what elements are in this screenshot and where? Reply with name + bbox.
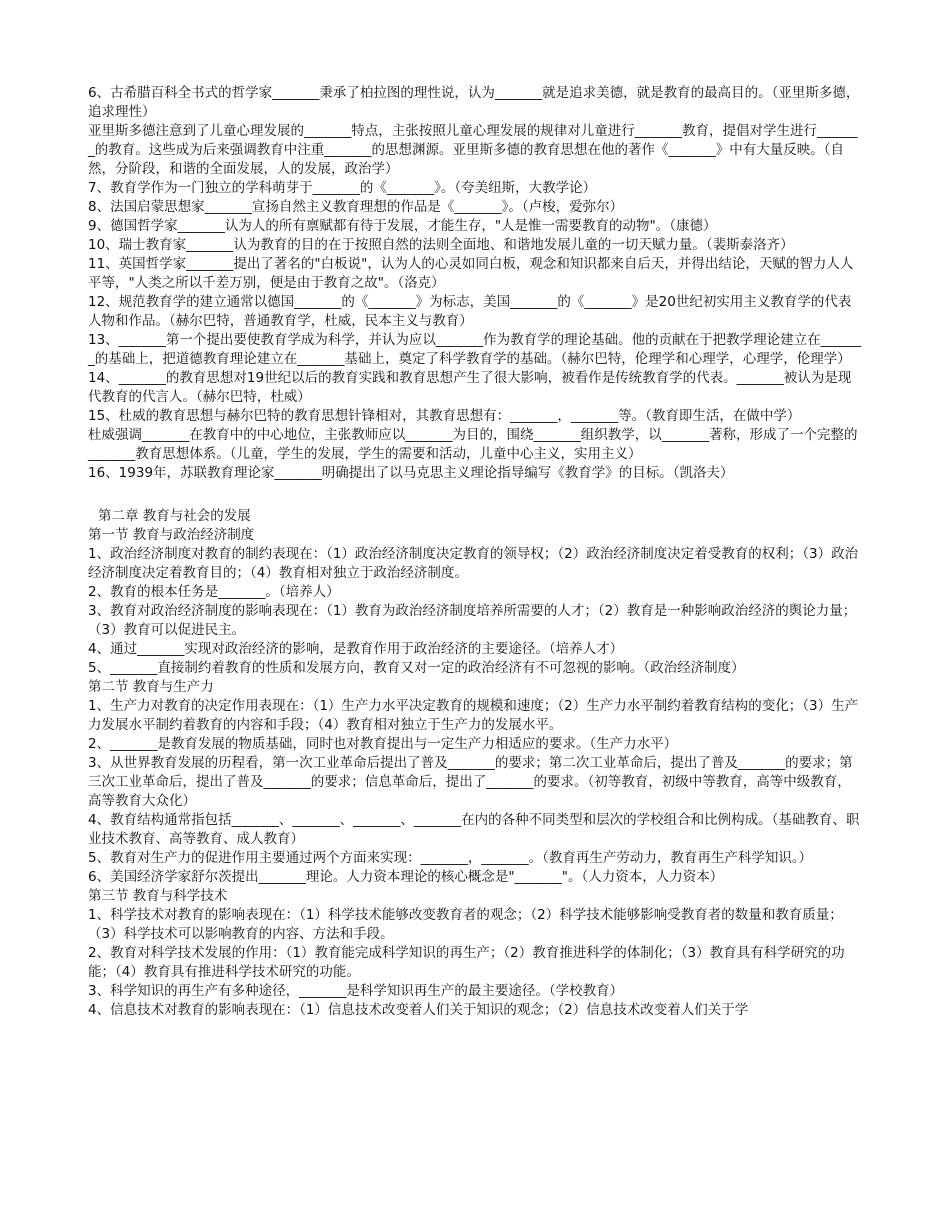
paragraph: 亚里斯多德注意到了儿童心理发展的_______特点，主张按照儿童心理发展的规律对儿童进行_______教育，提倡对学生进行_______的教育。这些成为后来强调教育中注重_______的思想渊源。亚里斯多德的教育思想在他的著作《_______》中有大量反映。（自然，分阶段，和谐的全面发展，人的发展，政治学） — [88, 123, 858, 177]
blank-line — [88, 483, 863, 507]
chapter-title: 第二章 教育与社会的发展 — [98, 508, 251, 524]
section-history-of-pedagogy — [88, 84, 863, 483]
paragraph: 3、从世界教育发展的历程看，第一次工业革命后提出了普及_______的要求；第二次工业革命后，提出了普及_______的要求；第三次工业革命后，提出了普及_______的要求；信息革命后，提出了_______的要求。（初等教育，初级中等教育，高等中级教育，高等教育大众化） — [88, 755, 853, 809]
paragraph: 3、教育对政治经济制度的影响表现在：（1）教育为政治经济制度培养所需要的人才；（2）教育是一种影响政治经济的舆论力量；（3）教育可以促进民主。 — [88, 603, 857, 638]
paragraph: 14、_______的教育思想对19世纪以后的教育实践和教育思想产生了很大影响，被看作是传统教育学的代表。_______被认为是现代教育的代言人。（赫尔巴特，杜威） — [88, 370, 852, 405]
section-heading: 第一节 教育与政治经济制度 — [88, 527, 255, 543]
paragraph: 9、德国哲学家_______认为人的所有禀赋都有待于发展，才能生存，"人是惟一需要教育的动物"。（康德） — [88, 218, 717, 234]
paragraph: 5、教育对生产力的促进作用主要通过两个方面来实现：_______，_______。（教育再生产劳动力，教育再生产科学知识。） — [88, 850, 813, 866]
section-education-and-society — [88, 526, 863, 1020]
paragraph: 6、美国经济学家舒尔茨提出_______理论。人力资本理论的核心概念是"_______"。（人力资本，人力资本） — [88, 869, 724, 885]
paragraph: 杜威强调_______在教育中的中心地位，主张教师应以_______为目的，围绕_______组织教学，以_______著称，形成了一个完整的_______教育思想体系。（儿童，学生的发展，学生的需要和活动，儿童中心主义，实用主义） — [88, 427, 858, 462]
paragraph: 15、杜威的教育思想与赫尔巴特的教育思想针锋相对，其教育思想有：_______，_______等。（教育即生活，在做中学） — [88, 408, 801, 424]
paragraph: 4、信息技术对教育的影响表现在：（1）信息技术改变着人们关于知识的观念；（2）信息技术改变着人们关于学 — [88, 1002, 749, 1018]
paragraph: 1、生产力对教育的决定作用表现在：（1）生产力水平决定教育的规模和速度；（2）生产力水平制约着教育结构的变化；（3）生产力发展水平制约着教育的内容和手段；（4）教育相对独立于生产力的发展水平。 — [88, 698, 859, 733]
paragraph: 8、法国启蒙思想家_______宣扬自然主义教育理想的作品是《_______》。（卢梭，爱弥尔） — [88, 199, 624, 215]
paragraph: 1、政治经济制度对教育的制约表现在：（1）政治经济制度决定教育的领导权；（2）政治经济制度决定着受教育的权利；（3）政治经济制度决定着教育目的；（4）教育相对独立于政治经济制度。 — [88, 546, 859, 581]
paragraph: 7、教育学作为一门独立的学科萌芽于_______的《_______》。（夸美纽斯，大教学论） — [88, 180, 597, 196]
paragraph: 2、_______是教育发展的物质基础，同时也对教育提出与一定生产力相适应的要求。（生产力水平） — [88, 736, 678, 752]
document-page — [88, 84, 863, 1020]
paragraph: 1、科学技术对教育的影响表现在：（1）科学技术能够改变教育者的观念；（2）科学技术能够影响受教育者的数量和教育质量；（3）科学技术可以影响教育的内容、方法和手段。 — [88, 907, 843, 942]
paragraph: 11、英国哲学家_______提出了著名的"白板说"，认为人的心灵如同白板，观念和知识都来自后天，并得出结论，天赋的智力人人平等，"人类之所以千差万别，便是由于教育之故"。（洛克） — [88, 256, 854, 291]
paragraph: 2、教育对科学技术发展的作用：（1）教育能完成科学知识的再生产；（2）教育推进科学的体制化；（3）教育具有科学研究的功能；（4）教育具有推进科学技术研究的功能。 — [88, 945, 845, 980]
paragraph: 10、瑞士教育家_______认为教育的目的在于按照自然的法则全面地、和谐地发展儿童的一切天赋力量。（裴斯泰洛齐） — [88, 237, 794, 253]
section-heading: 第二节 教育与生产力 — [88, 679, 214, 695]
section-heading: 第三节 教育与科学技术 — [88, 888, 228, 904]
paragraph: 4、教育结构通常指包括_______、_______、_______、_______在内的各种不同类型和层次的学校组合和比例构成。（基础教育、职业技术教育、高等教育、成人教育） — [88, 812, 860, 847]
paragraph: 12、规范教育学的建立通常以德国_______的《_______》为标志，美国_______的《_______》是20世纪初实用主义教育学的代表人物和作品。（赫尔巴特，普通教育学，杜威，民本主义与教育） — [88, 294, 852, 329]
paragraph: 16、1939年，苏联教育理论家_______明确提出了以马克思主义理论指导编写《教育学》的目标。（凯洛夫） — [88, 465, 734, 481]
paragraph: 4、通过_______实现对政治经济的影响，是教育作用于政治经济的主要途径。（培养人才） — [88, 641, 624, 657]
paragraph: 13、_______第一个提出要使教育学成为科学，并认为应以_______作为教育学的理论基础。他的贡献在于把教学理论建立在_______的基础上，把道德教育理论建立在_______基础上，奠定了科学教育学的基础。（赫尔巴特，伦理学和心理学，心理学，伦理学） — [88, 332, 862, 367]
paragraph: 5、_______直接制约着教育的性质和发展方向，教育又对一定的政治经济有不可忽视的影响。（政治经济制度） — [88, 660, 745, 676]
paragraph: 6、古希腊百科全书式的哲学家_______秉承了柏拉图的理性说，认为_______就是追求美德，就是教育的最高目的。（亚里斯多德，追求理性） — [88, 85, 860, 120]
paragraph: 3、科学知识的再生产有多种途径，_______是科学知识再生产的最主要途径。（学校教育） — [88, 983, 624, 999]
paragraph: 2、教育的根本任务是_______。（培养人） — [88, 584, 340, 600]
